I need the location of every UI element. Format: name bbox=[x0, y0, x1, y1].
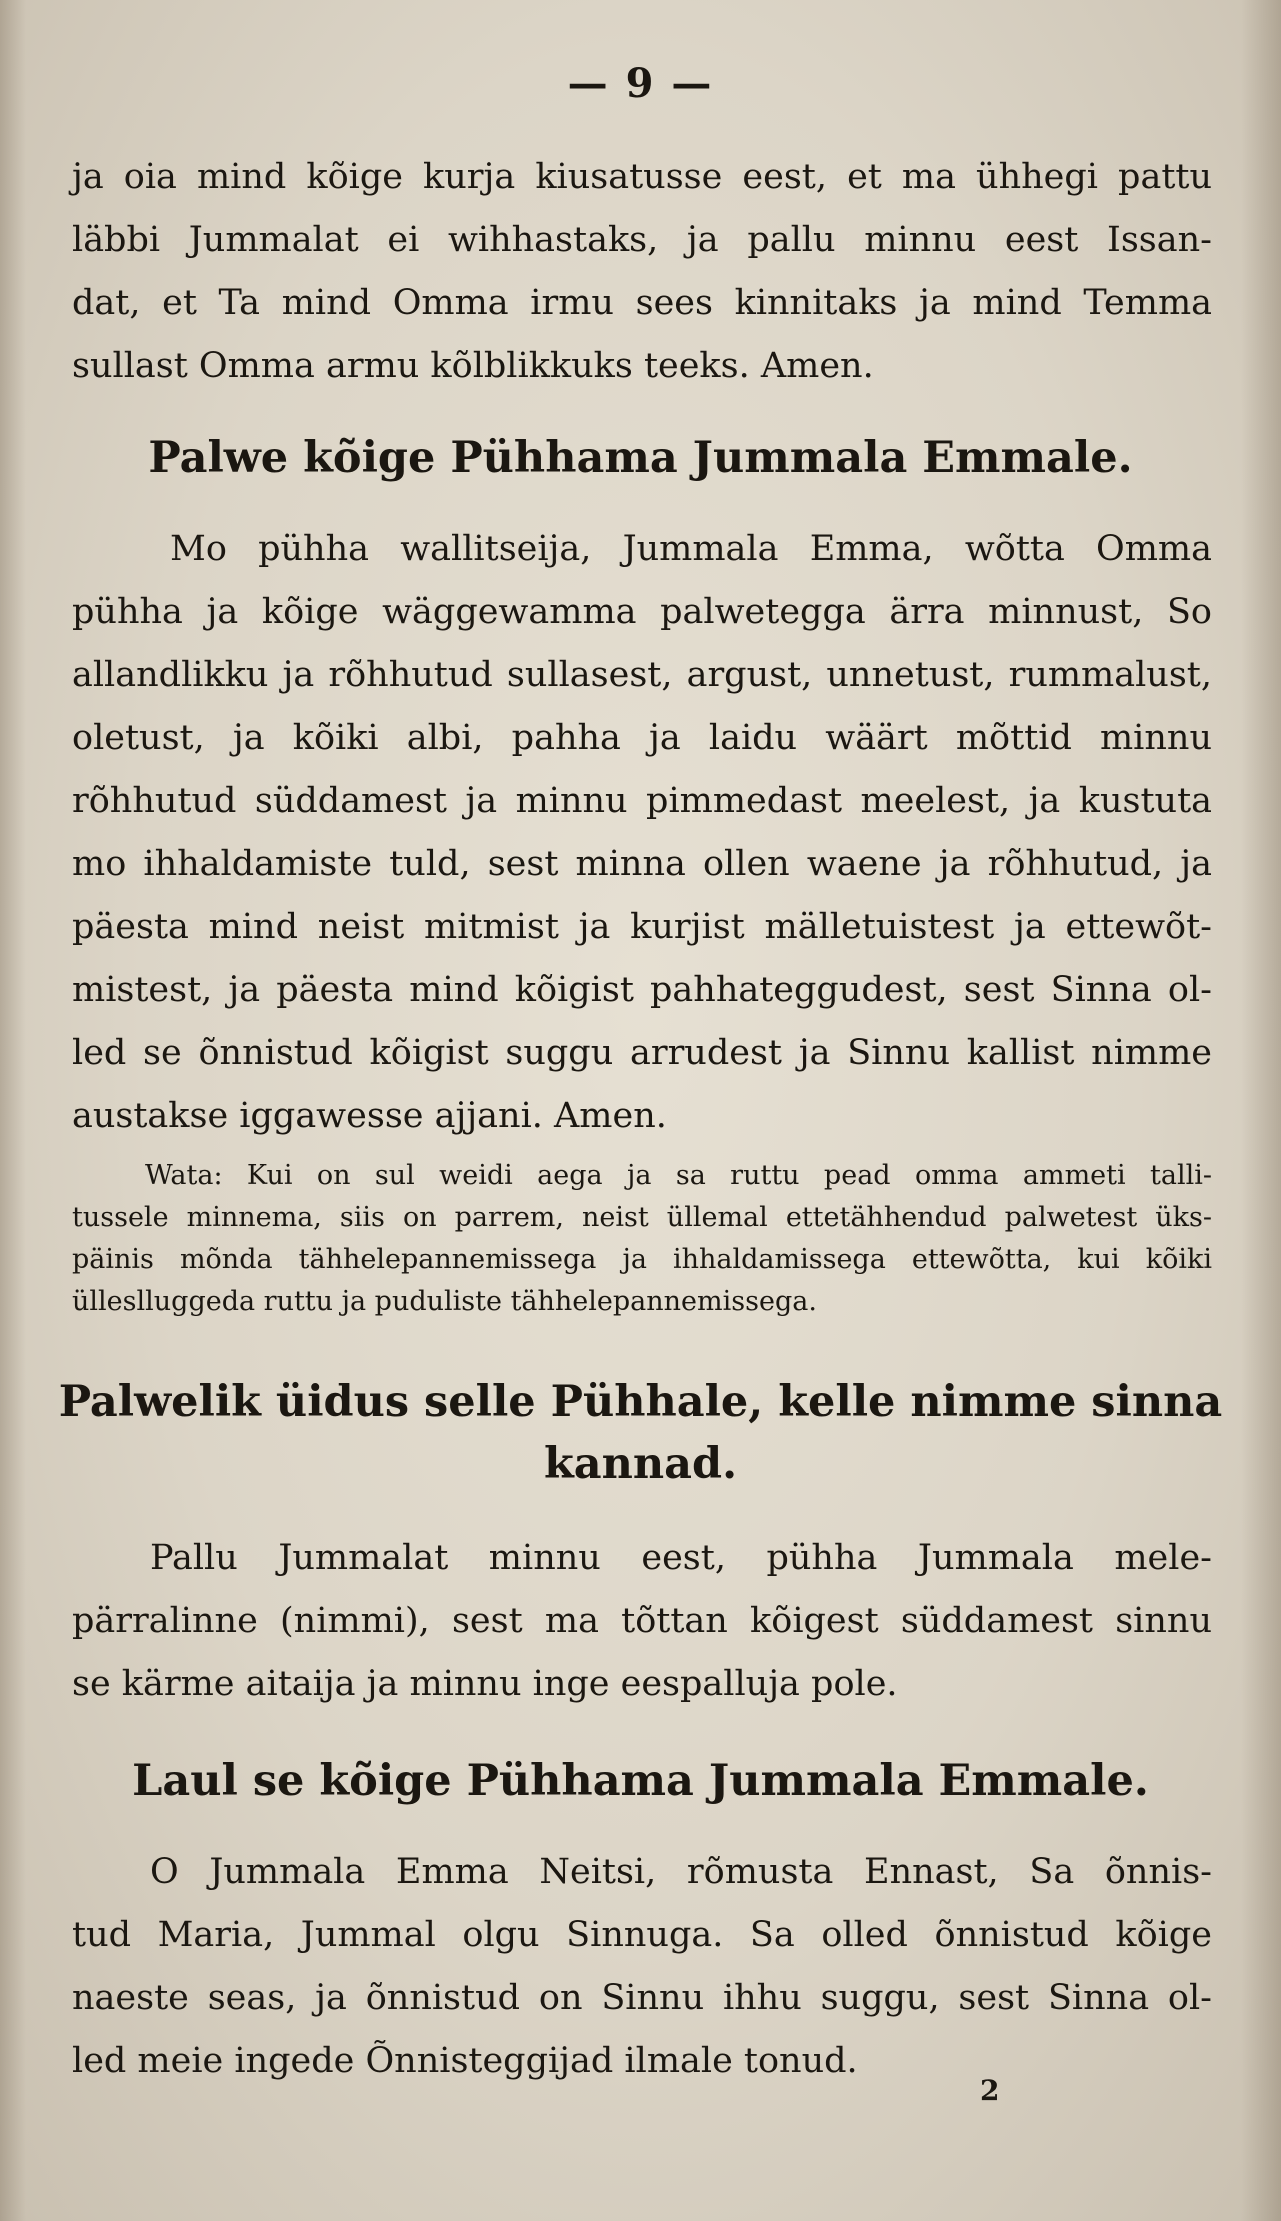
text-line: sullast Omma armu kõlblikkuks teeks. Amen. bbox=[72, 346, 874, 386]
text-line: läbbi Jummalat ei wihhastaks, ja pallu minnu eest Issan- bbox=[72, 220, 1212, 260]
text-line: led se õnnistud kõigist suggu arrudest ja Sinnu kallist nimme bbox=[72, 1033, 1212, 1073]
text-line: austakse iggawesse ajjani. Amen. bbox=[72, 1096, 667, 1136]
note-line: Wata: Kui on sul weidi aega ja sa ruttu pead omma ammeti talli- bbox=[145, 1160, 1212, 1191]
note-line: päinis mõnda tähhelepannemissega ja ihhaldamissega ettewõtta, kui kõiki bbox=[72, 1244, 1212, 1275]
text-line: naeste seas, ja õnnistud on Sinnu ihhu suggu, sest Sinna ol- bbox=[72, 1978, 1212, 2018]
text-line: Mo pühha wallitseija, Jummala Emma, wõtta Omma bbox=[170, 529, 1212, 569]
text-line: pühha ja kõige wäggewamma palwetegga ärra minnust, So bbox=[72, 592, 1212, 632]
text-line: dat, et Ta mind Omma irmu sees kinnitaks ja mind Temma bbox=[72, 283, 1212, 323]
signature-mark: 2 bbox=[980, 2074, 1000, 2107]
text-line: Pallu Jummalat minnu eest, pühha Jummala mele- bbox=[150, 1538, 1212, 1578]
section-heading-continued: kannad. bbox=[543, 1439, 738, 1489]
text-line: O Jummala Emma Neitsi, rõmusta Ennast, Sa õnnis- bbox=[150, 1852, 1212, 1892]
text-line: oletust, ja kõiki albi, pahha ja laidu wäärt mõttid minnu bbox=[72, 718, 1212, 758]
section-heading: Palwelik üidus selle Pühhale, kelle nimme sinna bbox=[58, 1377, 1223, 1427]
note-line: ülleslluggeda ruttu ja puduliste tähhelepannemissega. bbox=[72, 1286, 817, 1317]
text-line: rõhhutud süddamest ja minnu pimmedast meelest, ja kustuta bbox=[72, 781, 1212, 821]
section-heading: Laul se kõige Pühhama Jummala Emmale. bbox=[132, 1756, 1149, 1806]
section-heading: Palwe kõige Pühhama Jummala Emmale. bbox=[148, 433, 1133, 483]
text-line: allandlikku ja rõhhutud sullasest, argust, unnetust, rummalust, bbox=[72, 655, 1212, 695]
text-line: tud Maria, Jummal olgu Sinnuga. Sa olled õnnistud kõige bbox=[72, 1915, 1212, 1955]
text-line: se kärme aitaija ja minnu inge eespalluja pole. bbox=[72, 1664, 898, 1704]
text-line: led meie ingede Õnnisteggijad ilmale tonud. bbox=[72, 2041, 858, 2081]
page-number: — 9 — bbox=[567, 60, 714, 107]
text-line: pärralinne (nimmi), sest ma tõttan kõigest süddamest sinnu bbox=[72, 1601, 1212, 1641]
page-edge-shadow-left bbox=[0, 0, 26, 2221]
text-line: mistest, ja päesta mind kõigist pahhateggudest, sest Sinna ol- bbox=[72, 970, 1212, 1010]
text-line: päesta mind neist mitmist ja kurjist mälletuistest ja ettewõt- bbox=[72, 907, 1212, 947]
page-edge-shadow-right bbox=[1241, 0, 1281, 2221]
text-line: mo ihhaldamiste tuld, sest minna ollen waene ja rõhhutud, ja bbox=[72, 844, 1212, 884]
text-line: ja oia mind kõige kurja kiusatusse eest, et ma ühhegi pattu bbox=[72, 157, 1212, 197]
note-line: tussele minnema, siis on parrem, neist üllemal ettetähhendud palwetest üks- bbox=[72, 1202, 1212, 1233]
